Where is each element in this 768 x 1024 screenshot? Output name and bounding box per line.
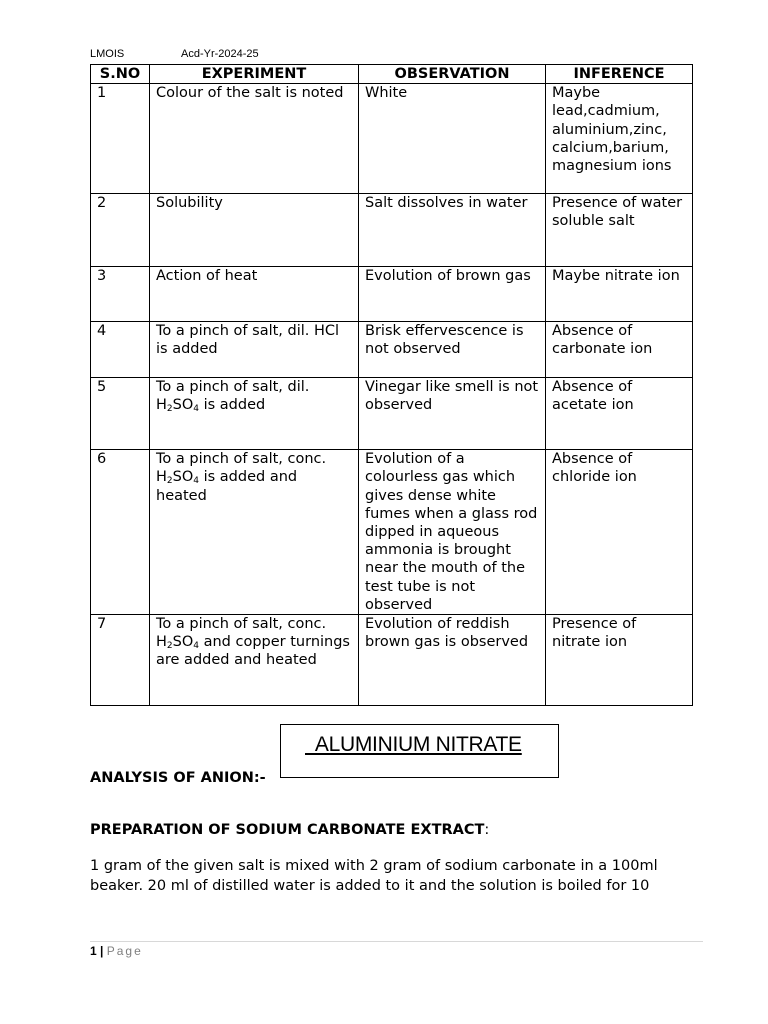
cell-observation: White <box>359 84 546 194</box>
cell-sno: 4 <box>91 322 150 378</box>
header-observation: OBSERVATION <box>359 65 546 84</box>
table-row <box>91 267 693 322</box>
table-row <box>91 378 693 450</box>
cell-observation: Evolution of brown gas <box>359 267 546 322</box>
cell-observation: Evolution of reddish brown gas is observed <box>359 615 546 706</box>
header-experiment: EXPERIMENT <box>150 65 359 84</box>
cell-inference: Maybe lead,cadmium, aluminium,zinc, calcium,barium, magnesium ions <box>546 84 693 194</box>
table-header-row <box>91 65 693 84</box>
table-row <box>91 84 693 194</box>
header-sno: S.NO <box>91 65 150 84</box>
table-row <box>91 194 693 267</box>
cell-experiment: To a pinch of salt, conc. $H_2SO_4$ is added and heated <box>150 450 359 615</box>
header-inference: INFERENCE <box>546 65 693 84</box>
cell-sno: 1 <box>91 84 150 194</box>
cell-experiment: To a pinch of salt, dil. $H_2SO_4$ is added <box>150 378 359 450</box>
table-row <box>91 450 693 615</box>
cell-inference: Presence of water soluble salt <box>546 194 693 267</box>
cell-observation: Salt dissolves in water <box>359 194 546 267</box>
page-number: 1 <box>90 944 97 958</box>
salt-title-box <box>280 724 559 778</box>
cell-inference: Absence of acetate ion <box>546 378 693 450</box>
header-school: LMOIS <box>90 48 125 60</box>
observation-table <box>90 64 693 706</box>
prep-paragraph: 1 gram of the given salt is mixed with 2 gram of sodium carbonate in a 100ml beaker. 20 ml of distilled water is added to it and the solution is boiled for 10 <box>90 858 658 894</box>
cell-inference: Absence of carbonate ion <box>546 322 693 378</box>
cell-observation: Vinegar like smell is not observed <box>359 378 546 450</box>
page-separator: | <box>96 944 107 958</box>
prep-colon: : <box>484 822 490 838</box>
prep-heading: PREPARATION OF SODIUM CARBONATE EXTRACT <box>90 822 485 838</box>
prep-heading-line <box>90 822 489 838</box>
page-footer <box>90 944 143 958</box>
page-label: Page <box>106 944 143 958</box>
cell-experiment: Colour of the salt is noted <box>150 84 359 194</box>
anion-heading: ANALYSIS OF ANION:- <box>90 770 266 786</box>
cell-inference: Absence of chloride ion <box>546 450 693 615</box>
cell-sno: 6 <box>91 450 150 615</box>
footer-divider <box>90 941 703 942</box>
cell-inference: Presence of nitrate ion <box>546 615 693 706</box>
cell-sno: 7 <box>91 615 150 706</box>
salt-title: ALUMINIUM NITRATE <box>305 733 522 756</box>
page-header <box>90 48 259 60</box>
cell-sno: 3 <box>91 267 150 322</box>
cell-experiment: To a pinch of salt, conc. $H_2SO_4$ and copper turnings are added and heated <box>150 615 359 706</box>
header-academic-year: Acd-Yr-2024-25 <box>181 48 259 60</box>
cell-experiment: Solubility <box>150 194 359 267</box>
cell-observation: Evolution of a colourless gas which gives dense white fumes when a glass rod dipped in aqueous ammonia is brought near the mouth of the test tube is not observed <box>359 450 546 615</box>
cell-sno: 2 <box>91 194 150 267</box>
table-row <box>91 615 693 706</box>
cell-inference: Maybe nitrate ion <box>546 267 693 322</box>
cell-sno: 5 <box>91 378 150 450</box>
cell-experiment: Action of heat <box>150 267 359 322</box>
cell-observation: Brisk effervescence is not observed <box>359 322 546 378</box>
cell-experiment: To a pinch of salt, dil. HCl is added <box>150 322 359 378</box>
table-row <box>91 322 693 378</box>
